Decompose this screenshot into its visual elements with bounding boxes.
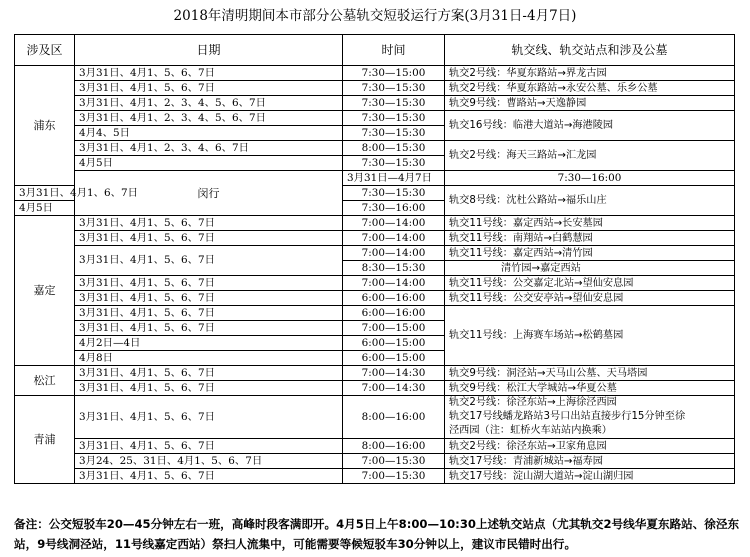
line-cell: 轨交8号线：沈杜公路站→福乐山庄 [445,186,735,216]
line-cell: 清竹园→嘉定西站 [445,261,735,276]
table-row [15,186,735,201]
time-cell: 7:30—16:00 [445,171,735,186]
line-cell: 轨交11号线：南翔站→白鹤慧园 [445,231,735,246]
date-cell: 3月24、25、31日、4月1、5、6、7日 [75,454,343,469]
table-row [15,291,735,306]
time-cell: 7:30—15:00 [343,66,445,81]
time-cell: 7:30—15:30 [343,126,445,141]
date-cell: 4月8日 [75,351,343,366]
line-cell [445,396,735,439]
time-cell: 7:30—15:30 [343,186,445,201]
date-cell: 3月31日—4月7日 [343,171,445,186]
date-cell: 3月31日、4月1、5、6、7日 [75,469,343,484]
time-cell: 7:30—15:30 [343,111,445,126]
time-cell: 8:00—15:30 [343,141,445,156]
time-cell: 7:00—15:30 [343,469,445,484]
line-cell: 轨交2号线：徐泾东站→卫家角息园 [445,439,735,454]
table-row [15,469,735,484]
date-cell: 3月31日、4月1、5、6、7日 [75,246,343,276]
table-header-row [15,35,735,66]
time-cell: 7:30—16:00 [343,201,445,216]
table-row [15,231,735,246]
table-row [15,276,735,291]
date-cell: 3月31日、4月1、5、6、7日 [75,81,343,96]
date-cell: 3月31日、4月1、2、3、4、5、6、7日 [75,96,343,111]
header-time: 时间 [343,35,445,66]
line-cell: 轨交11号线：上海赛车场站→松鹤墓园 [445,306,735,366]
date-cell: 3月31日、4月1、5、6、7日 [75,381,343,396]
time-cell: 6:00—15:00 [343,351,445,366]
line-cell: 轨交9号线：洞泾站→天马山公墓、天马塔园 [445,366,735,381]
time-cell: 7:30—15:30 [343,96,445,111]
time-cell: 8:30—15:30 [343,261,445,276]
table-row [15,381,735,396]
table-row [15,366,735,381]
line-cell: 轨交17号线：青浦新城站→福寿园 [445,454,735,469]
schedule-table [14,34,735,484]
date-cell: 3月31日、4月1、5、6、7日 [75,231,343,246]
time-cell: 6:00—16:00 [343,291,445,306]
footnote: 备注：公交短驳车20—45分钟左右一班，高峰时段客满即开。4月5日上午8:00—10:30上述轨交站点（尤其轨交2号线华夏东路站、徐泾东站，9号线洞泾站，11号线嘉定西站）祭扫人流集中，可能需要等候短驳车30分钟以上，建议市民错时出行。 [14,517,740,551]
time-cell: 8:00—16:00 [343,396,445,439]
time-cell: 7:00—15:30 [343,454,445,469]
line-cell: 轨交11号线：嘉定西站→清竹园 [445,246,735,261]
table-row [15,96,735,111]
table-row [15,396,735,439]
date-cell: 3月31日、4月1、2、3、4、6、7日 [75,141,343,156]
time-cell: 7:00—14:00 [343,231,445,246]
table-row [15,216,735,231]
table-row [15,439,735,454]
line-text: 轨交2号线：徐泾东站→上海徐泾西园 [449,397,617,408]
area-qingpu: 青浦 [15,396,75,484]
table-row [15,454,735,469]
table-row [15,141,735,156]
date-cell: 4月5日 [75,156,343,171]
table-row [15,81,735,96]
date-cell: 3月31日、4月1、5、6、7日 [75,439,343,454]
line-cell: 轨交2号线：海天三路站→汇龙园 [445,141,735,171]
line-text: 轨交17号线蟠龙路站3号口出站直接步行15分钟至徐 [449,411,686,422]
time-cell: 7:00—14:00 [343,246,445,261]
date-cell: 3月31日、4月1、5、6、7日 [75,216,343,231]
date-cell: 3月31日、4月1、5、6、7日 [75,396,343,439]
date-cell: 3月31日、4月1、5、6、7日 [75,366,343,381]
time-cell: 6:00—15:00 [343,336,445,351]
table-row [15,171,735,186]
date-cell: 4月2日—4日 [75,336,343,351]
date-cell: 3月31日、4月1、6、7日 [15,186,75,201]
time-cell: 7:30—15:30 [343,81,445,96]
time-cell: 7:00—14:00 [343,276,445,291]
line-cell: 轨交11号线：公交安亭站→望仙安息园 [445,291,735,306]
date-cell: 3月31日、4月1、5、6、7日 [75,291,343,306]
line-cell: 轨交2号线：华夏东路站→界龙古园 [445,66,735,81]
line-cell: 轨交16号线：临港大道站→海港陵园 [445,111,735,141]
line-text: 泾西园（注：虹桥火车站站内换乘） [449,425,612,436]
area-pudong: 浦东 [15,66,75,186]
table-row [15,111,735,126]
line-cell: 轨交9号线：曹路站→天逸静园 [445,96,735,111]
line-cell: 轨交9号线：松江大学城站→华夏公墓 [445,381,735,396]
header-area: 涉及区 [15,35,75,66]
date-cell: 3月31日、4月1、5、6、7日 [75,66,343,81]
document-title: 2018年清明期间本市部分公墓轨交短驳运行方案(3月31日-4月7日) [173,8,577,24]
date-cell: 3月31日、4月1、5、6、7日 [75,321,343,336]
time-cell: 6:00—16:00 [343,306,445,321]
line-cell: 轨交11号线：公交嘉定北站→望仙安息园 [445,276,735,291]
table-row [15,306,735,321]
date-cell: 3月31日、4月1、2、3、4、5、6、7日 [75,111,343,126]
area-minhang: 闵行 [75,171,343,216]
area-songjiang: 松江 [15,366,75,396]
line-cell: 轨交11号线：嘉定西站→长安墓园 [445,216,735,231]
date-cell: 3月31日、4月1、5、6、7日 [75,306,343,321]
date-cell: 4月4、5日 [75,126,343,141]
time-cell: 8:00—16:00 [343,439,445,454]
date-cell: 3月31日、4月1、5、6、7日 [75,276,343,291]
time-cell: 7:00—14:00 [343,216,445,231]
time-cell: 7:00—14:30 [343,381,445,396]
area-jiading: 嘉定 [15,216,75,366]
table-row [15,66,735,81]
line-cell: 轨交2号线：华夏东路站→永安公墓、乐乡公墓 [445,81,735,96]
date-cell: 4月5日 [15,201,75,216]
time-cell: 7:00—15:00 [343,321,445,336]
table-row [15,246,735,261]
time-cell: 7:30—15:30 [343,156,445,171]
line-cell: 轨交17号线：淀山湖大道站→淀山湖归园 [445,469,735,484]
header-line: 轨交线、轨交站点和涉及公墓 [445,35,735,66]
header-date: 日期 [75,35,343,66]
time-cell: 7:00—14:30 [343,366,445,381]
